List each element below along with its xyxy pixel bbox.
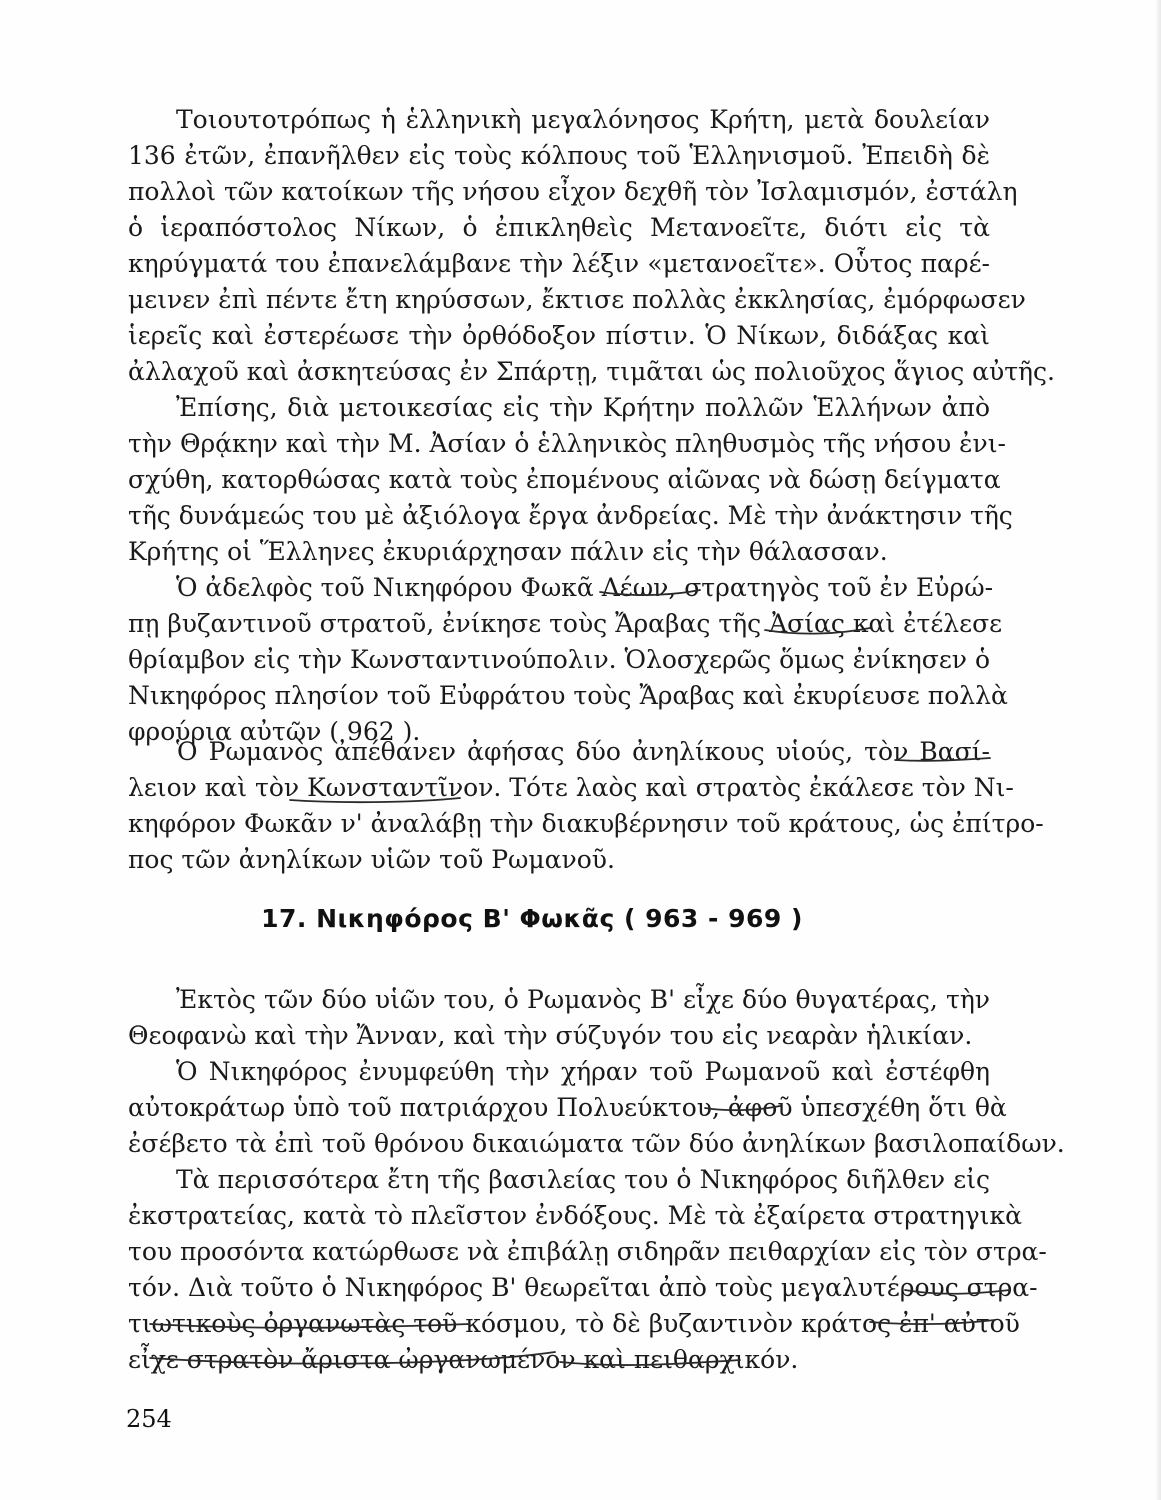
text-line: Τοιουτοτρόπως ἡ ἑλληνικὴ μεγαλόνησος Κρήτη, μετὰ δουλείαν — [176, 105, 990, 134]
text-line: τὴν Θρᾴκην καὶ τὴν Μ. Ἀσίαν ὁ ἑλληνικὸς πληθυσμὸς τῆς νήσου ἐνι- — [128, 429, 1007, 458]
text-line: Νικηφόρος πλησίον τοῦ Εὐφράτου τοὺς Ἄραβας καὶ ἐκυρίευσε πολλὰ — [128, 681, 1008, 710]
text-line: του προσόντα κατώρθωσε νὰ ἐπιβάλῃ σιδηρᾶν πειθαρχίαν εἰς τὸν στρα- — [128, 1237, 1047, 1266]
text-line: αὐτοκράτωρ ὑπὸ τοῦ πατριάρχου Πολυεύκτου, ἀφοῦ ὑπεσχέθη ὅτι θὰ — [128, 1093, 1007, 1122]
text-line: κηρύγματά του ἐπανελάμβανε τὴν λέξιν «μετανοεῖτε». Οὗτος παρέ- — [128, 249, 990, 278]
text-line: ἐκστρατείας, κατὰ τὸ πλεῖστον ἐνδόξους. Μὲ τὰ ἐξαίρετα στρατηγικὰ — [128, 1201, 1022, 1230]
text-line: Ἐπίσης, διὰ μετοικεσίας εἰς τὴν Κρήτην πολλῶν Ἑλλήνων ἀπὸ — [176, 393, 990, 422]
page-number: 254 — [126, 1405, 172, 1433]
text-line: κηφόρον Φωκᾶν ν' ἀναλάβῃ τὴν διακυβέρνησιν τοῦ κράτους, ὡς ἐπίτρο- — [128, 809, 1044, 838]
text-line: ὁ ἱεραπόστολος Νίκων, ὁ ἐπικληθεὶς Μετανοεῖτε, διότι εἰς τὰ — [128, 213, 990, 242]
text-line: 136 ἐτῶν, ἐπανῆλθεν εἰς τοὺς κόλπους τοῦ Ἑλληνισμοῦ. Ἐπειδὴ δὲ — [128, 141, 990, 170]
text-line: εἶχε στρατὸν ἄριστα ὠργανωμένον καὶ πειθαρχικόν. — [128, 1345, 799, 1374]
text-line: Θεοφανὼ καὶ τὴν Ἄνναν, καὶ τὴν σύζυγόν του εἰς νεαρὰν ἡλικίαν. — [128, 1021, 973, 1050]
section-heading: 17. Νικηφόρος Β' Φωκᾶς ( 963 - 969 ) — [261, 904, 803, 933]
text-line: τόν. Διὰ τοῦτο ὁ Νικηφόρος Β' θεωρεῖται ἀπὸ τοὺς μεγαλυτέρους στρα- — [128, 1273, 1038, 1302]
text-line: σχύθη, κατορθώσας κατὰ τοὺς ἐπομένους αἰῶνας νὰ δώσῃ δείγματα — [128, 465, 1001, 494]
text-line: Ὁ Νικηφόρος ἐνυμφεύθη τὴν χήραν τοῦ Ρωμανοῦ καὶ ἐστέφθη — [176, 1057, 990, 1086]
text-line: Ὁ ἀδελφὸς τοῦ Νικηφόρου Φωκᾶ Λέων, στρατηγὸς τοῦ ἐν Εὐρώ- — [176, 573, 994, 602]
text-line: Ὁ Ρωμανὸς ἀπέθανεν ἀφήσας δύο ἀνηλίκους υἱούς, τὸν Βασί- — [176, 737, 990, 766]
text-line: ἱερεῖς καὶ ἐστερέωσε τὴν ὀρθόδοξον πίστιν. Ὁ Νίκων, διδάξας καὶ — [128, 321, 990, 350]
text-line: φρούρια αὐτῶν ( 962 ). — [128, 717, 421, 746]
text-line: Ἐκτὸς τῶν δύο υἱῶν του, ὁ Ρωμανὸς Β' εἶχε δύο θυγατέρας, τὴν — [176, 985, 990, 1014]
text-line: Τὰ περισσότερα ἔτη τῆς βασιλείας του ὁ Νικηφόρος διῆλθεν εἰς — [176, 1165, 990, 1194]
text-line: πος τῶν ἀνηλίκων υἱῶν τοῦ Ρωμανοῦ. — [128, 845, 615, 874]
text-line: πολλοὶ τῶν κατοίκων τῆς νήσου εἶχον δεχθῆ τὸν Ἰσλαμισμόν, ἐστάλη — [128, 177, 1018, 206]
text-line: μεινεν ἐπὶ πέντε ἔτη κηρύσσων, ἔκτισε πολλὰς ἐκκλησίας, ἐμόρφωσεν — [128, 285, 1026, 314]
text-line: τῆς δυνάμεώς του μὲ ἀξιόλογα ἔργα ἀνδρείας. Μὲ τὴν ἀνάκτησιν τῆς — [128, 501, 1013, 530]
text-line: ἀλλαχοῦ καὶ ἀσκητεύσας ἐν Σπάρτῃ, τιμᾶται ὡς πολιοῦχος ἅγιος αὐτῆς. — [128, 357, 1055, 386]
text-line: ἐσέβετο τὰ ἐπὶ τοῦ θρόνου δικαιώματα τῶν δύο ἀνηλίκων βασιλοπαίδων. — [128, 1129, 1065, 1158]
text-line: πῃ βυζαντινοῦ στρατοῦ, ἐνίκησε τοὺς Ἄραβας τῆς Ἀσίας καὶ ἐτέλεσε — [128, 609, 1003, 638]
text-line: τιωτικοὺς ὀργανωτὰς τοῦ κόσμου, τὸ δὲ βυζαντινὸν κράτος ἐπ' αὐτοῦ — [128, 1309, 1020, 1338]
text-line: θρίαμβον εἰς τὴν Κωνσταντινούπολιν. Ὁλοσχερῶς ὅμως ἐνίκησεν ὁ — [128, 645, 990, 674]
text-line: λειον καὶ τὸν Κωνσταντῖνον. Τότε λαὸς καὶ στρατὸς ἐκάλεσε τὸν Νι- — [128, 773, 1014, 802]
scan-edge-shadow — [1155, 0, 1161, 1500]
text-line: Κρήτης οἱ Ἕλληνες ἐκυριάρχησαν πάλιν εἰς τὴν θάλασσαν. — [128, 537, 888, 566]
